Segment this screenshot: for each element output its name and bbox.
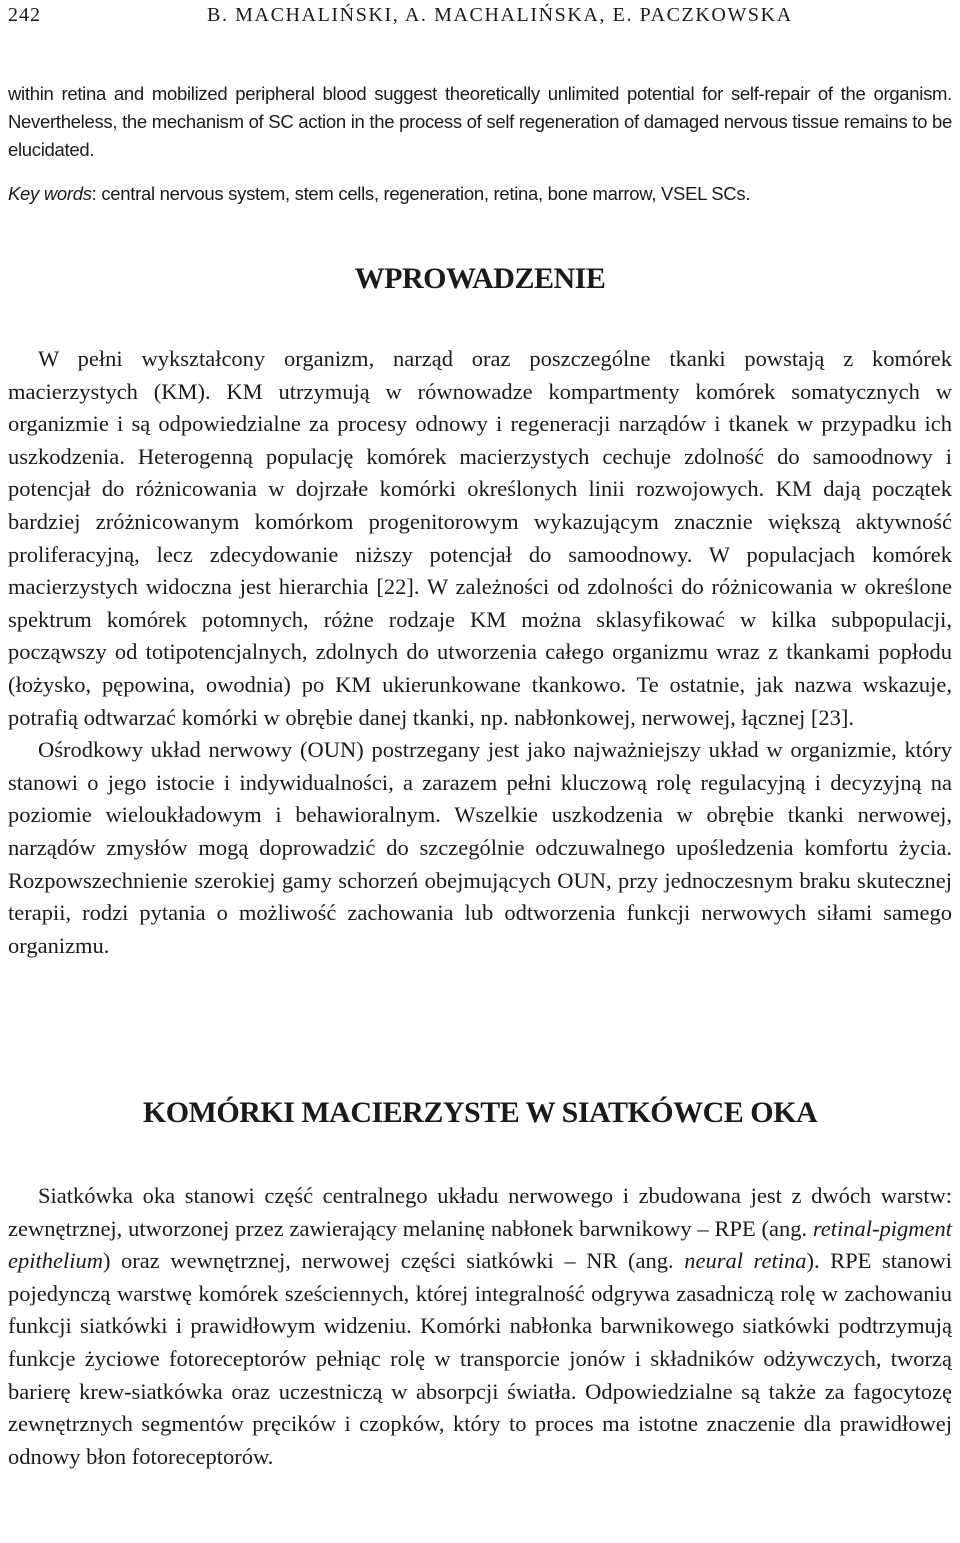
- paragraph: [8, 1180, 952, 1473]
- running-head: [8, 4, 952, 30]
- section-heading-retina-stem-cells: KOMÓRKI MACIERZYSTE W SIATKÓWCE OKA: [142, 1096, 818, 1129]
- keywords-list: : central nervous system, stem cells, regeneration, retina, bone marrow, VSEL SCs.: [91, 183, 751, 204]
- keywords-line: [8, 180, 952, 208]
- paragraph-text: Siatkówka oka stanowi część centralnego układu nerwowego i zbudowana jest z dwóch warstw: zewnętrznej, utworzonej przez zawierający melaninę nabłonek barwnikowy – RPE (ang.: [8, 1183, 952, 1241]
- paragraph: Ośrodkowy układ nerwowy (OUN) postrzegany jest jako najważniejszy układ w organizmie, który stanowi o jego istocie i indywidualności, a zarazem pełni kluczową rolę regulacyjną i decyzyjną na poziomie wieloukładowym i behawioralnym. Wszelkie uszkodzenia w obrębie tkanki nerwowej, narządów zmysłów mogą doprowadzić do szczególnie odczuwalnego upośledzenia komfortu życia. Rozpowszechnienie szerokiej gamy schorzeń obejmujących OUN, przy jednoczesnym braku skutecznej terapii, rodzi pytania o możliwość zachowania lub odtworzenia funkcji nerwowych siłami samego organizmu.: [8, 737, 952, 958]
- running-head-authors: B. MACHALIŃSKI, A. MACHALIŃSKA, E. PACZKOWSKA: [207, 4, 793, 26]
- section-heading-introduction: WPROWADZENIE: [354, 262, 606, 295]
- paragraph: W pełni wykształcony organizm, narząd oraz poszczególne tkanki powstają z komórek macierzystych (KM). KM utrzymują w równowadze kompartmenty komórek somatycznych w organizmie i są odpowiedzialne za procesy odnowy i regeneracji narządów i tkanek w przypadku ich uszkodzenia. Heterogenną populację komórek macierzystych cechuje zdolność do samoodnowy i potencjał do różnicowania w dojrzałe komórki określonych linii rozwojowych. KM dają początek bardziej zróżnicowanym komórkom progenitorowym wykazującym znacznie większą aktywność proliferacyjną, lecz zdecydowanie niższy potencjał do samoodnowy. W populacjach komórek macierzystych widoczna jest hierarchia [22]. W zależności od zdolności do różnicowania w określone spektrum komórek potomnych, różne rodzaje KM można sklasyfikować w kilka subpopulacji, począwszy od totipotencjalnych, zdolnych do utworzenia całego organizmu wraz z tkankami popłodu (łożysko, pępowina, owodnia) po KM ukierunkowane tkankowo. Te ostatnie, jak nazwa wskazuje, potrafią odtwarzać komórki w obrębie danej tkanki, np. nabłonkowej, nerwowej, łącznej [23].: [8, 346, 952, 730]
- retina-section-body: [8, 1180, 952, 1473]
- introduction-body: [8, 343, 952, 962]
- keywords-label: Key words: [8, 183, 92, 204]
- abstract-continuation: [8, 80, 952, 164]
- page-number: 242: [8, 4, 41, 26]
- paragraph-text: ) oraz wewnętrznej, nerwowej części siatkówki – NR (ang.: [102, 1248, 685, 1274]
- term-neural-retina: neural retina: [684, 1248, 807, 1274]
- paragraph-text: ). RPE stanowi pojedynczą warstwę komórek sześciennych, której integralność odgrywa zasadniczą rolę w zachowaniu funkcji siatkówki i prawidłowym widzeniu. Komórki nabłonka barwnikowego siatkówki podtrzymują funkcje życiowe fotoreceptorów pełniąc rolę w transporcie jonów i składników odżywczych, tworzą barierę krew-siatkówka oraz uczestniczą w absorpcji światła. Odpowiedzialne są także za fagocytozę zewnętrznych segmentów pręcików i czopków, który to proces ma istotne znaczenie dla prawidłowej odnowy błon fotoreceptorów.: [8, 1248, 952, 1469]
- abstract-text: within retina and mobilized peripheral blood suggest theoretically unlimited potential for self-repair of the organism. Nevertheless, the mechanism of SC action in the process of self regeneration of damaged nervous tissue remains to be elucidated.: [8, 83, 952, 160]
- term-retinal-pigment-epithelium: retinal-pigment epithelium: [8, 1215, 952, 1274]
